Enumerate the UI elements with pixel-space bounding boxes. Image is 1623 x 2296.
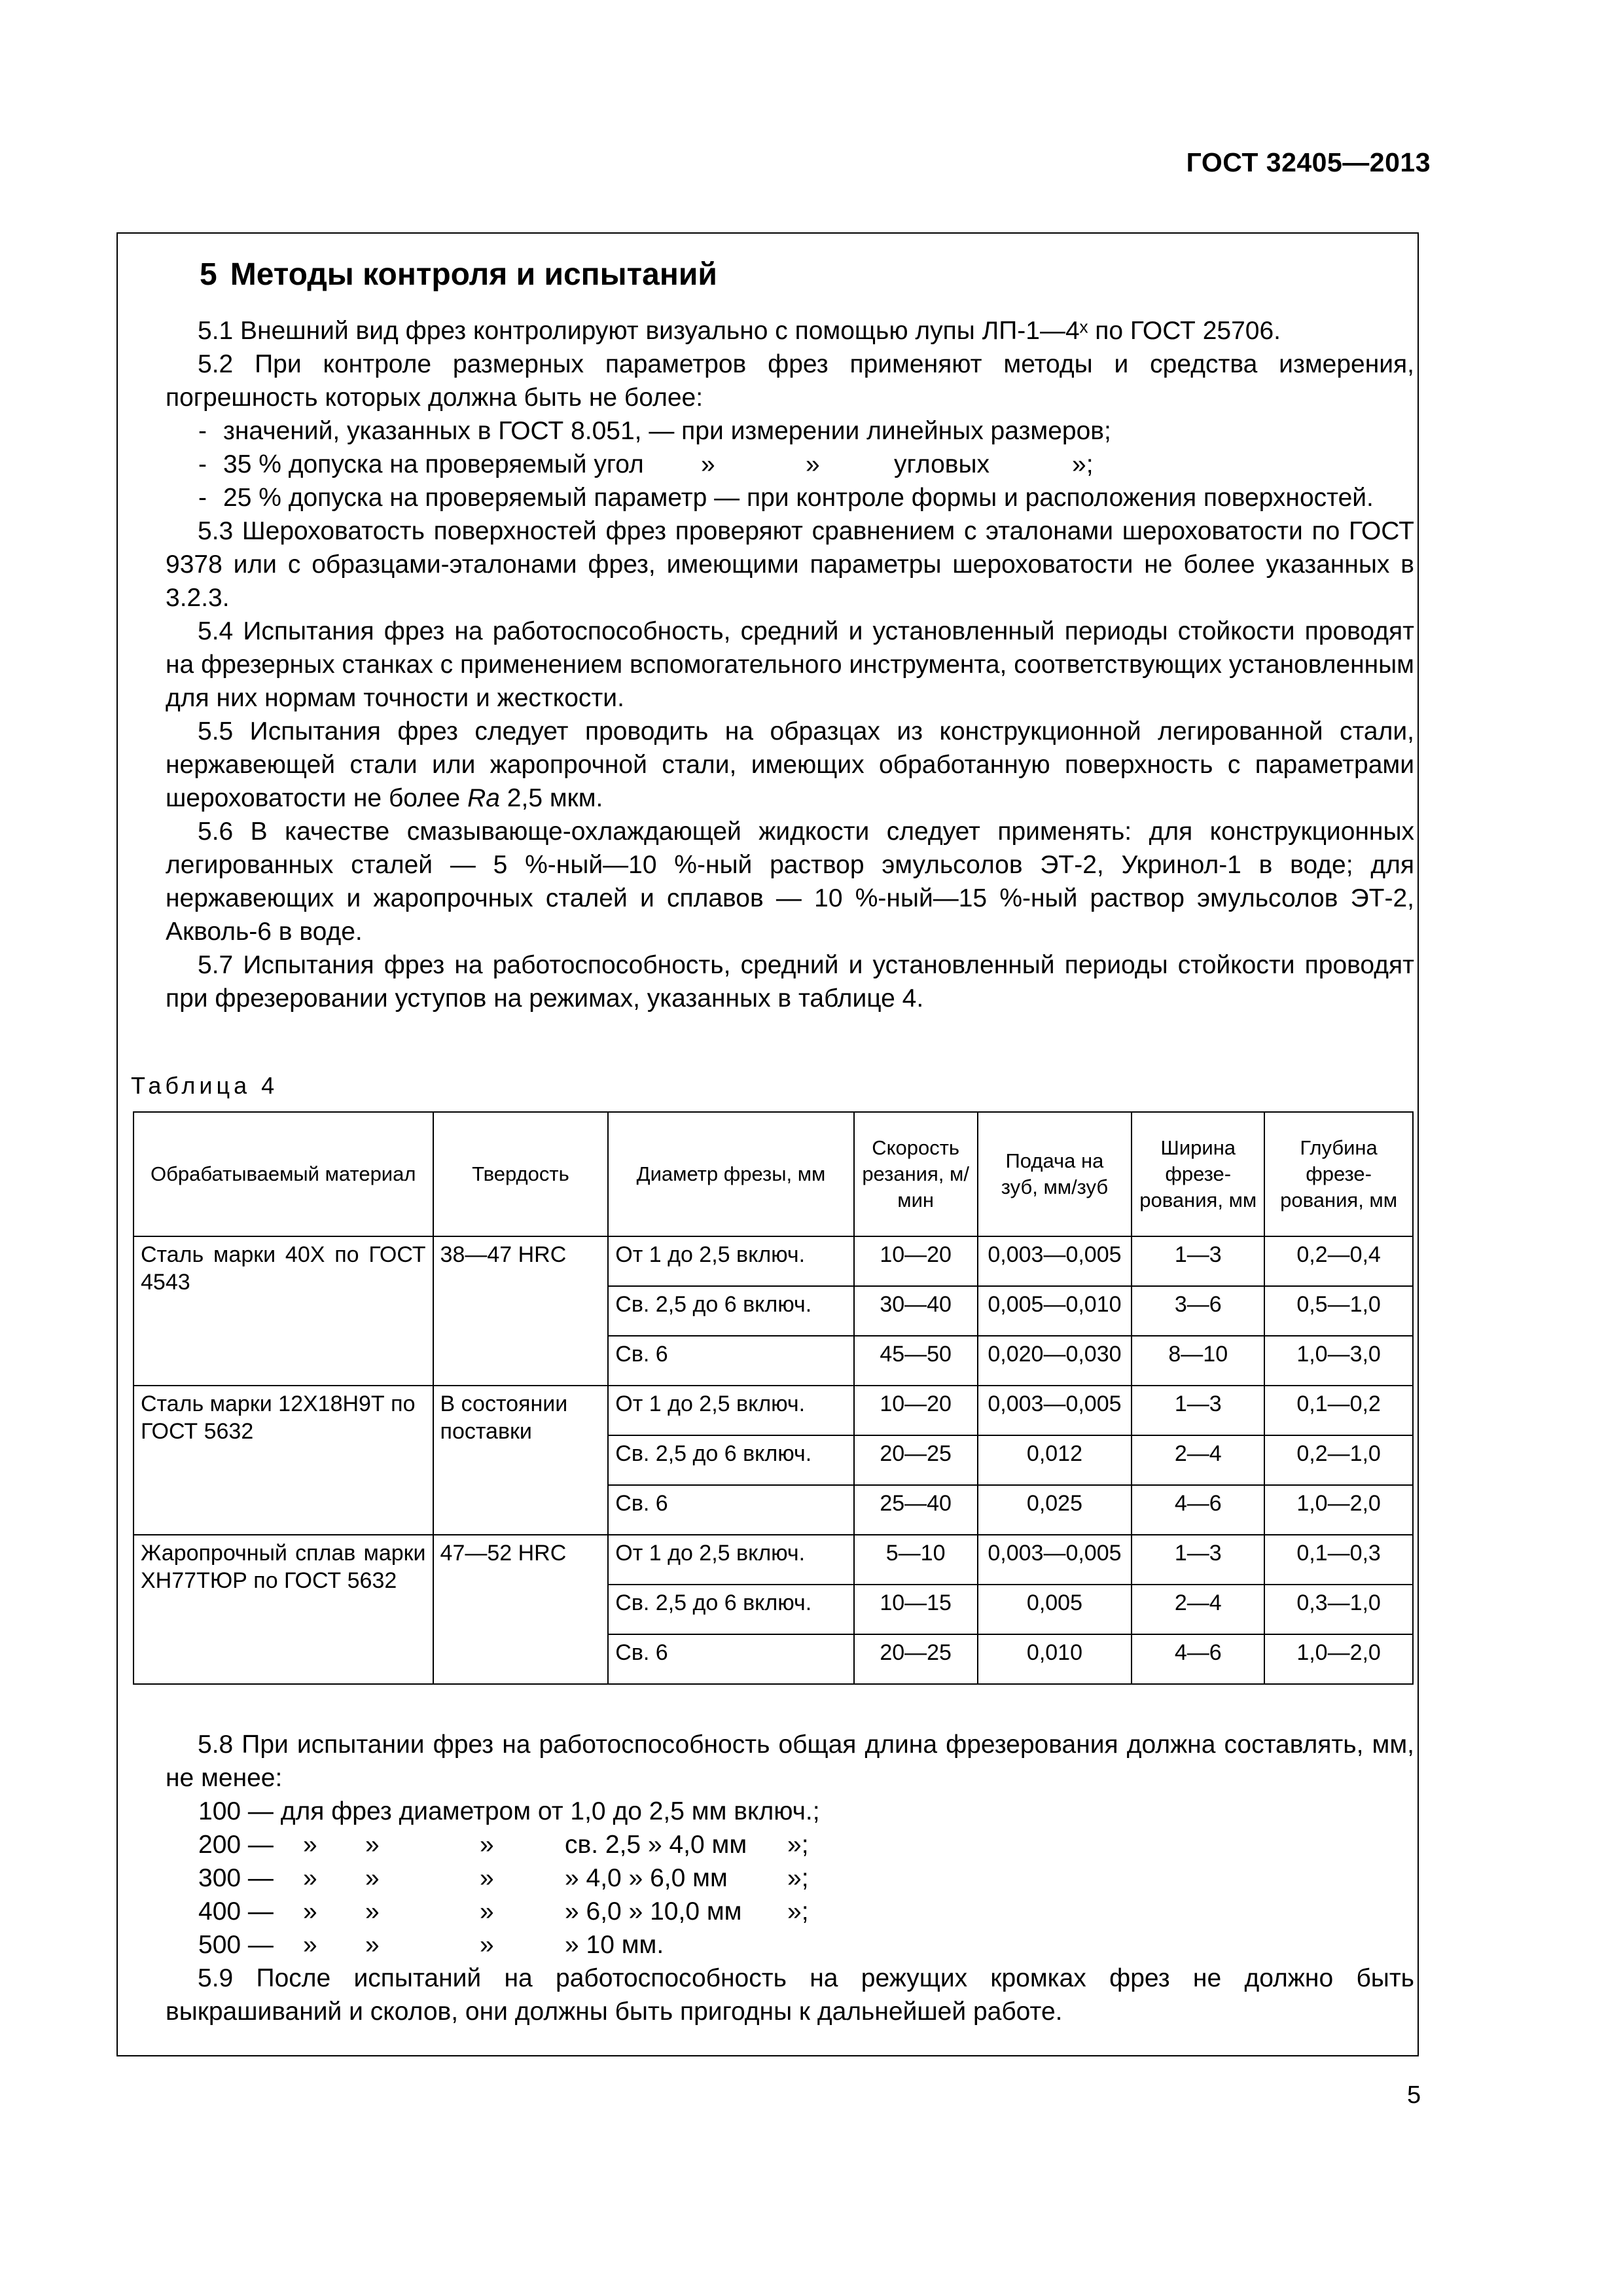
diameter-cell: Св. 2,5 до 6 включ. xyxy=(608,1585,853,1634)
paragraph-5-1: 5.1 Внешний вид фрез контролируют визуально с помощью лупы ЛП-1—4ˣ по ГОСТ 25706. xyxy=(198,317,1281,345)
diameter-cell: Св. 6 xyxy=(608,1485,853,1535)
depth-cell: 1,0—2,0 xyxy=(1264,1634,1413,1684)
feed-cell: 0,025 xyxy=(978,1485,1132,1535)
column-header: Диаметр фрезы, мм xyxy=(608,1112,853,1236)
paragraph-5-8: 5.8 При испытании фрез на работоспособность общая длина фрезерования должна составлять, мм, не менее: xyxy=(166,1731,1414,1792)
feed-cell: 0,020—0,030 xyxy=(978,1336,1132,1386)
material-cell: Жаропрочный сплав марки ХН77ТЮР по ГОСТ 5632 xyxy=(134,1535,433,1684)
speed-cell: 10—20 xyxy=(854,1386,978,1435)
column-header: Подача на зуб, мм/зуб xyxy=(978,1112,1132,1236)
section-heading xyxy=(200,257,717,293)
width-cell: 4—6 xyxy=(1132,1485,1264,1535)
section-body xyxy=(166,314,1414,1015)
depth-cell: 0,3—1,0 xyxy=(1264,1585,1413,1634)
width-cell: 1—3 xyxy=(1132,1386,1264,1435)
speed-cell: 45—50 xyxy=(854,1336,978,1386)
feed-cell: 0,003—0,005 xyxy=(978,1386,1132,1435)
width-cell: 1—3 xyxy=(1132,1535,1264,1585)
speed-cell: 20—25 xyxy=(854,1435,978,1485)
paragraph-5-5 xyxy=(166,715,1414,815)
section-title-text: Методы контроля и испытаний xyxy=(230,257,717,292)
paragraph-text: 5.5 Испытания фрез следует проводить на образцах из конструкционной легированной стали, нержавеющей стали или жаропрочной стали, имеющих обработанную поверхность с параметрами шероховатости не более xyxy=(166,717,1414,812)
paragraph-5-2: 5.2 При контроле размерных параметров фрез применяют методы и средства измерения, погрешность которых должна быть не более: xyxy=(166,350,1414,412)
column-header: Ширина фрезе-рования, мм xyxy=(1132,1112,1264,1236)
length-list-item: 500 — » » » » 10 мм. xyxy=(198,1931,664,1959)
table-row xyxy=(134,1236,1413,1286)
speed-cell: 10—15 xyxy=(854,1585,978,1634)
column-header: Скорость резания, м/мин xyxy=(854,1112,978,1236)
paragraph-text: 2,5 мкм. xyxy=(499,784,603,812)
speed-cell: 30—40 xyxy=(854,1286,978,1336)
section-number: 5 xyxy=(200,257,217,292)
section-body-continued xyxy=(166,1728,1414,2028)
depth-cell: 0,1—0,3 xyxy=(1264,1535,1413,1585)
column-header: Обрабатываемый материал xyxy=(134,1112,433,1236)
depth-cell: 0,5—1,0 xyxy=(1264,1286,1413,1336)
diameter-cell: Св. 2,5 до 6 включ. xyxy=(608,1286,853,1336)
width-cell: 4—6 xyxy=(1132,1634,1264,1684)
paragraph-5-6: 5.6 В качестве смазывающе-охлаждающей жидкости следует применять: для конструкционных легированных сталей — 5 %-ный—10 %-ный раствор эмульсолов ЭТ-2, Укринол-1 в воде; для нержавеющих и жаропрочных сталей и сплавов — 10 %-ный—15 %-ный раствор эмульсолов ЭТ-2, Акволь-6 в воде. xyxy=(166,817,1414,946)
hardness-cell: В состоянии поставки xyxy=(433,1386,609,1535)
ditto-mark: » xyxy=(701,450,715,478)
hardness-cell: 38—47 HRC xyxy=(433,1236,609,1386)
speed-cell: 5—10 xyxy=(854,1535,978,1585)
feed-cell: 0,003—0,005 xyxy=(978,1535,1132,1585)
feed-cell: 0,005—0,010 xyxy=(978,1286,1132,1336)
cutting-modes-table xyxy=(133,1111,1414,1685)
depth-cell: 0,1—0,2 xyxy=(1264,1386,1413,1435)
roughness-symbol: Ra xyxy=(467,784,500,812)
width-cell: 2—4 xyxy=(1132,1435,1264,1485)
length-list-item: 200 — » » » св. 2,5 » 4,0 мм »; xyxy=(198,1831,809,1859)
list-item: - значений, указанных в ГОСТ 8.051, — при измерении линейных размеров; xyxy=(198,417,1111,445)
width-cell: 8—10 xyxy=(1132,1336,1264,1386)
paragraph-5-3: 5.3 Шероховатость поверхностей фрез проверяют сравнением с эталонами шероховатости по ГОСТ 9378 или с образцами-эталонами фрез, имеющими параметры шероховатости не более указанных в 3.2.3. xyxy=(166,517,1414,612)
depth-cell: 1,0—3,0 xyxy=(1264,1336,1413,1386)
material-cell: Сталь марки 12Х18Н9Т по ГОСТ 5632 xyxy=(134,1386,433,1535)
ditto-mark: »; xyxy=(1072,450,1094,478)
feed-cell: 0,010 xyxy=(978,1634,1132,1684)
depth-cell: 0,2—0,4 xyxy=(1264,1236,1413,1286)
document-code: ГОСТ 32405—2013 xyxy=(1186,147,1431,177)
list-item-text: значений, указанных в ГОСТ 8.051, — при измерении линейных размеров; xyxy=(223,417,1111,445)
diameter-cell: Св. 6 xyxy=(608,1634,853,1684)
paragraph-5-4: 5.4 Испытания фрез на работоспособность, средний и установленный периоды стойкости проводят на фрезерных станках с применением вспомогательного инструмента, соответствующих установленным для них нормам точности и жесткости. xyxy=(166,617,1414,712)
ditto-mark: » xyxy=(806,450,820,478)
width-cell: 3—6 xyxy=(1132,1286,1264,1336)
column-header: Глубина фрезе-рования, мм xyxy=(1264,1112,1413,1236)
list-item: - 25 % допуска на проверяемый параметр — при контроле формы и расположения поверхностей. xyxy=(198,484,1374,512)
page-number: 5 xyxy=(1407,2081,1421,2109)
speed-cell: 10—20 xyxy=(854,1236,978,1286)
diameter-cell: От 1 до 2,5 включ. xyxy=(608,1386,853,1435)
hardness-cell: 47—52 HRC xyxy=(433,1535,609,1684)
depth-cell: 1,0—2,0 xyxy=(1264,1485,1413,1535)
column-header: Твердость xyxy=(433,1112,609,1236)
list-item: - 35 % допуска на проверяемый угол » » угловых »; xyxy=(166,448,1414,481)
length-list-item: 400 — » » » » 6,0 » 10,0 мм »; xyxy=(198,1897,809,1926)
feed-cell: 0,012 xyxy=(978,1435,1132,1485)
length-list-item: 300 — » » » » 4,0 » 6,0 мм »; xyxy=(198,1864,809,1892)
diameter-cell: Св. 2,5 до 6 включ. xyxy=(608,1435,853,1485)
list-item-text: 25 % допуска на проверяемый параметр — при контроле формы и расположения поверхностей. xyxy=(223,484,1374,512)
table-row xyxy=(134,1386,1413,1435)
paragraph-5-9: 5.9 После испытаний на работоспособность на режущих кромках фрез не должно быть выкрашиваний и сколов, они должны быть пригодны к дальнейшей работе. xyxy=(166,1964,1414,2026)
diameter-cell: От 1 до 2,5 включ. xyxy=(608,1535,853,1585)
list-item-text: угловых xyxy=(894,450,990,478)
diameter-cell: Св. 6 xyxy=(608,1336,853,1386)
length-list-item: 100 — для фрез диаметром от 1,0 до 2,5 мм включ.; xyxy=(198,1797,820,1825)
width-cell: 2—4 xyxy=(1132,1585,1264,1634)
material-cell: Сталь марки 40Х по ГОСТ 4543 xyxy=(134,1236,433,1386)
feed-cell: 0,003—0,005 xyxy=(978,1236,1132,1286)
table-header-row xyxy=(134,1112,1413,1236)
speed-cell: 20—25 xyxy=(854,1634,978,1684)
width-cell: 1—3 xyxy=(1132,1236,1264,1286)
diameter-cell: От 1 до 2,5 включ. xyxy=(608,1236,853,1286)
paragraph-5-7: 5.7 Испытания фрез на работоспособность, средний и установленный периоды стойкости проводят при фрезеровании уступов на режимах, указанных в таблице 4. xyxy=(166,951,1414,1013)
list-item-text: 35 % допуска на проверяемый угол xyxy=(223,450,644,478)
speed-cell: 25—40 xyxy=(854,1485,978,1535)
table-caption: Таблица 4 xyxy=(131,1072,279,1099)
table-row xyxy=(134,1535,1413,1585)
feed-cell: 0,005 xyxy=(978,1585,1132,1634)
depth-cell: 0,2—1,0 xyxy=(1264,1435,1413,1485)
